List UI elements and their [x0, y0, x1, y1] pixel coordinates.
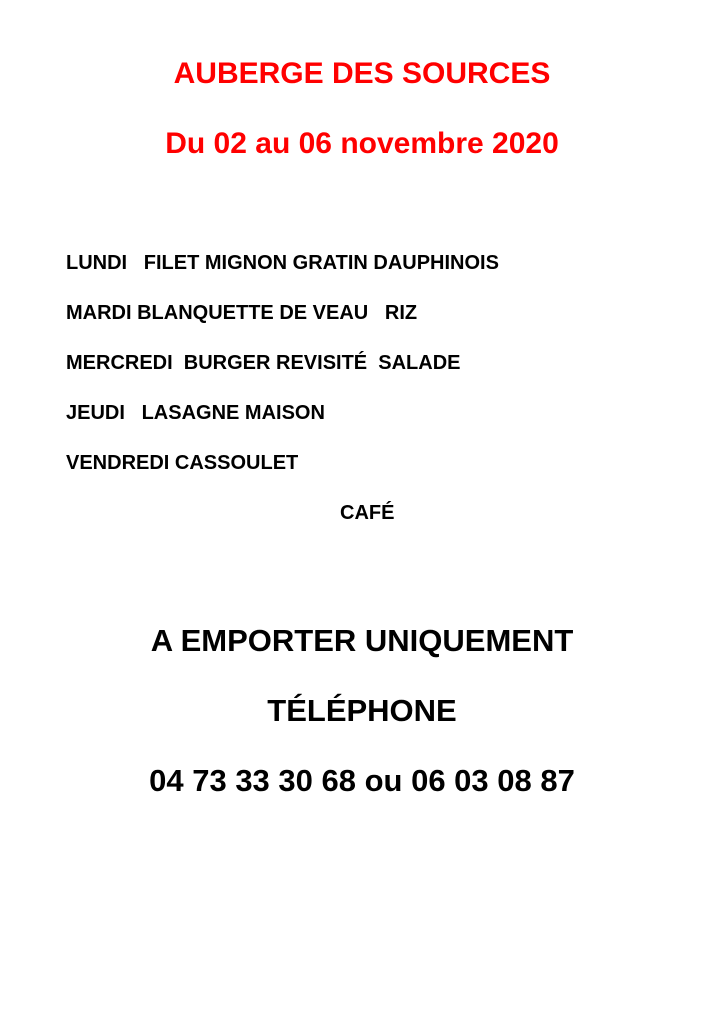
- menu-item-jeudi: JEUDI LASAGNE MAISON: [66, 402, 325, 424]
- restaurant-name: AUBERGE DES SOURCES: [173, 57, 551, 90]
- menu-extra-cafe: CAFÉ: [340, 502, 395, 524]
- takeaway-notice: A EMPORTER UNIQUEMENT: [150, 623, 574, 658]
- week-dates: Du 02 au 06 novembre 2020: [165, 127, 559, 160]
- phone-label: TÉLÉPHONE: [267, 693, 457, 728]
- menu-item-lundi: LUNDI FILET MIGNON GRATIN DAUPHINOIS: [66, 252, 499, 274]
- menu-item-vendredi: VENDREDI CASSOULET: [66, 452, 299, 474]
- phone-numbers: 04 73 33 30 68 ou 06 03 08 87: [149, 763, 575, 798]
- menu-item-mardi: MARDI BLANQUETTE DE VEAU RIZ: [66, 302, 418, 324]
- menu-item-mercredi: MERCREDI BURGER REVISITÉ SALADE: [66, 352, 461, 374]
